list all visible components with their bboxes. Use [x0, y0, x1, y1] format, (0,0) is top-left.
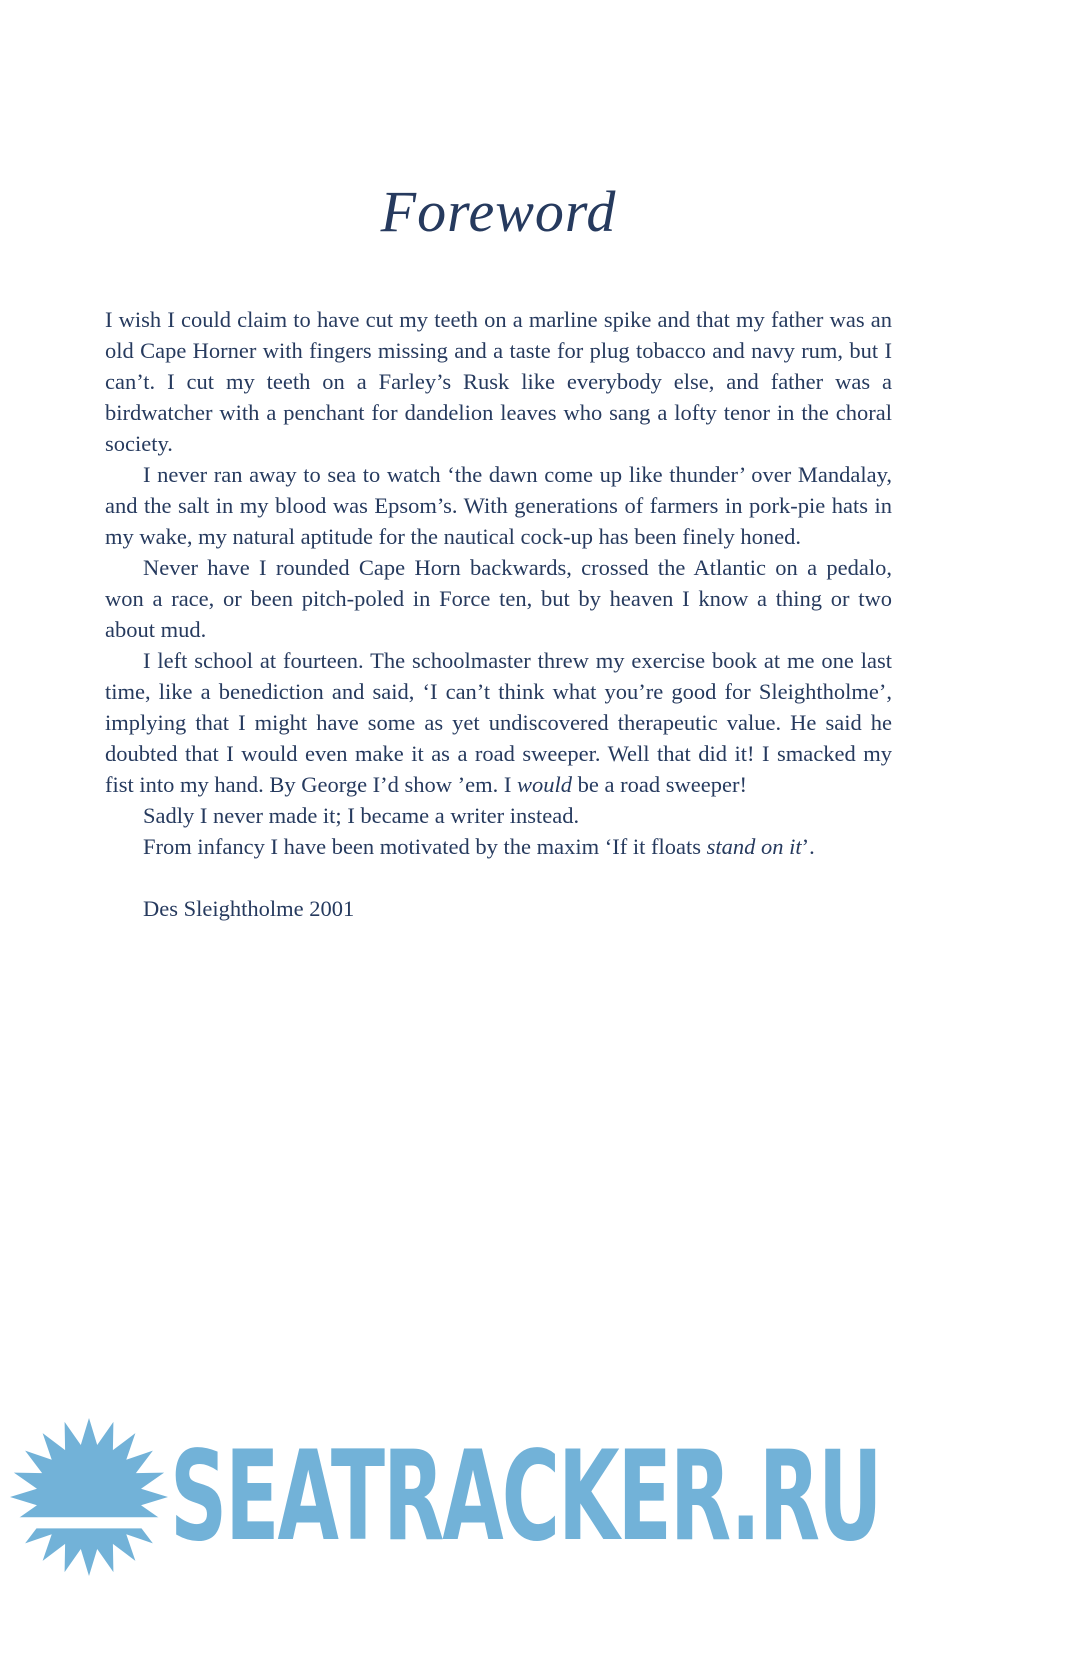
italic-text: stand on it — [706, 834, 802, 859]
watermark-text: SEATRACKER.RU — [170, 1425, 881, 1569]
foreword-body — [105, 304, 892, 924]
body-text-segment: Sadly I never made it; I became a writer instead. — [143, 803, 580, 828]
body-text-segment: Never have I rounded Cape Horn backwards, crossed the Atlantic on a pedalo, won a race, or been pitch-poled in Force ten, but by heaven I know a thing or two about mud. — [105, 555, 892, 642]
body-text-segment: I wish I could claim to have cut my teeth on a marline spike and that my father was an old Cape Horner with fingers missing and a taste for plug tobacco and navy rum, but I can’t. I cut my teeth on a Farley’s Rusk like everybody else, and father was a birdwatcher with a penchant for dandelion leaves who sang a lofty tenor in the choral society. — [105, 307, 892, 456]
body-text-segment: ’. — [801, 834, 815, 859]
paragraph — [105, 459, 892, 552]
paragraph — [105, 645, 892, 800]
paragraph — [105, 552, 892, 645]
body-text-segment: From infancy I have been motivated by the maxim ‘If it floats — [143, 834, 707, 859]
sun-icon — [8, 1416, 170, 1578]
paragraph — [105, 800, 892, 831]
body-text-segment: I never ran away to sea to watch ‘the dawn come up like thunder’ over Mandalay, and the salt in my blood was Epsom’s. With generations of farmers in pork-pie hats in my wake, my natural aptitude for the nautical cock-up has been finely honed. — [105, 462, 892, 549]
body-text-segment: be a road sweeper! — [572, 772, 747, 797]
paragraph — [105, 831, 892, 862]
paragraphs-container — [105, 304, 892, 862]
italic-text: would — [517, 772, 573, 797]
author-signature: Des Sleightholme 2001 — [143, 896, 355, 921]
page-title: Foreword — [380, 179, 617, 244]
watermark — [8, 1412, 1072, 1582]
paragraph — [105, 304, 892, 459]
body-text-segment: I left school at fourteen. The schoolmaster threw my exercise book at me one last time, like a benediction and said, ‘I can’t think what you’re good for Sleightholme’, implying that I might have some as yet undiscovered therapeutic value. He said he doubted that I would even make it as a road sweeper. Well that did it! I smacked my fist into my hand. By George I’d show ’em. I — [105, 648, 892, 797]
